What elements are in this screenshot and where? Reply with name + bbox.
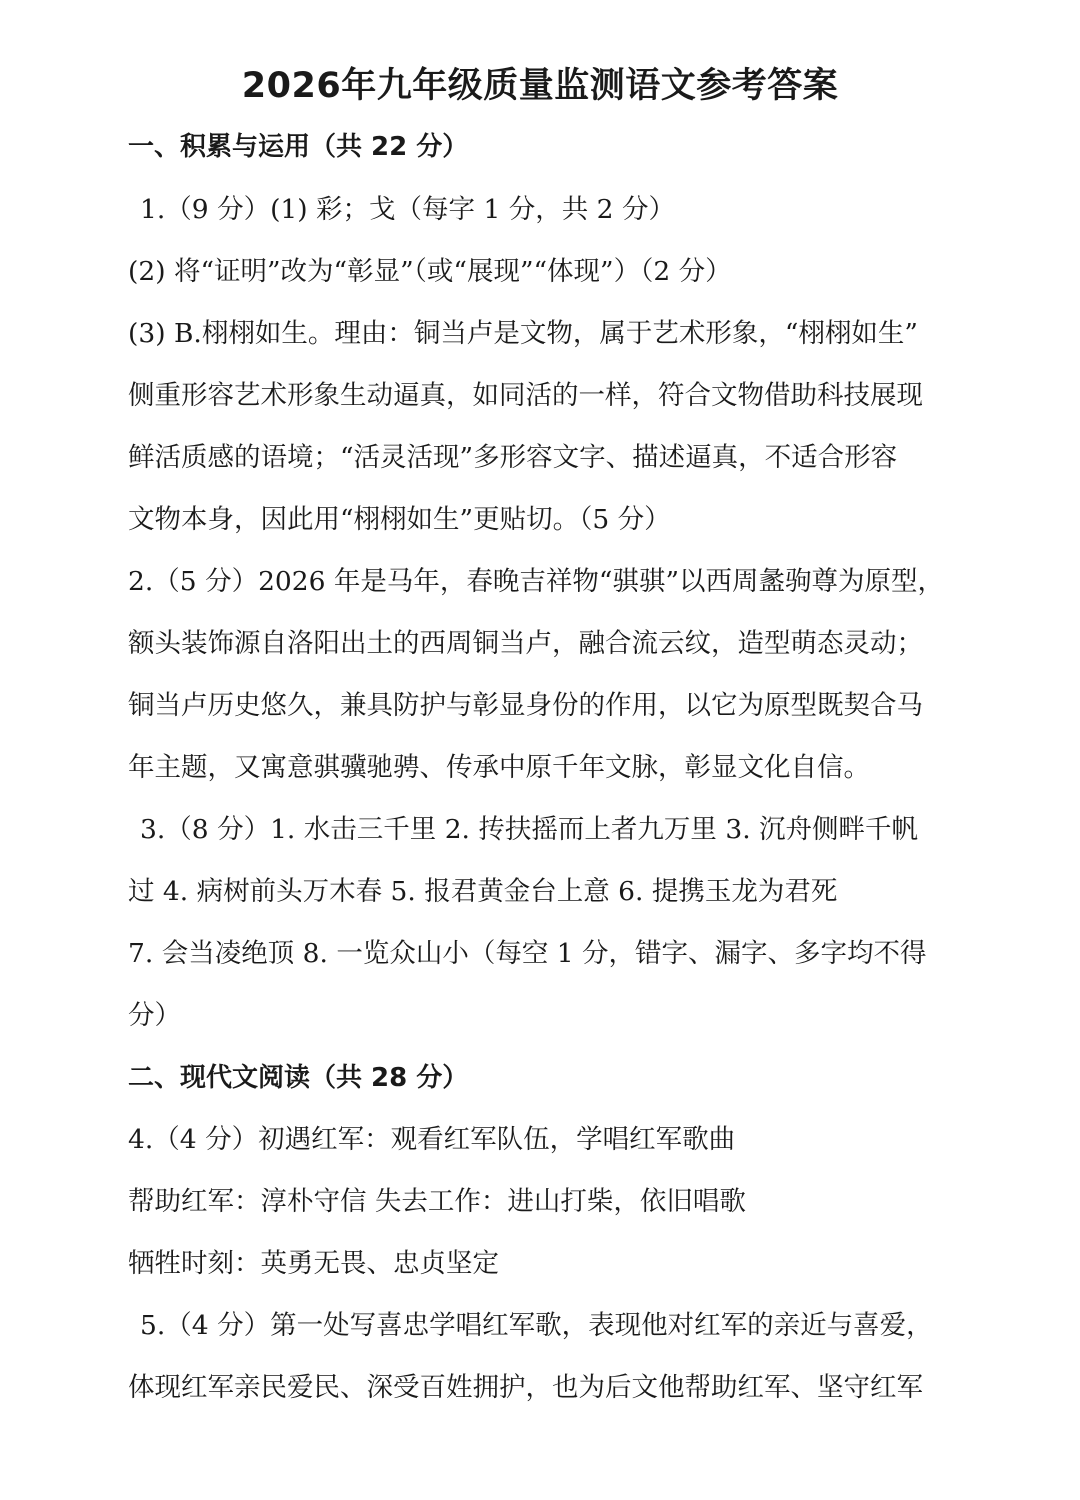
section-heading-modern-reading: 二、现代文阅读（共 28 分）	[128, 1063, 469, 1093]
answer-line: 5.（4 分）第一处写喜忠学唱红军歌，表现他对红军的亲近与喜爱，	[140, 1310, 933, 1341]
answer-line: 7. 会当凌绝顶 8. 一览众山小（每空 1 分，错字、漏字、多字均不得	[128, 938, 927, 969]
answer-line: 3.（8 分）1. 水击三千里 2. 抟扶摇而上者九万里 3. 沉舟侧畔千帆	[140, 814, 919, 845]
section-heading-accumulation: 一、积累与运用（共 22 分）	[128, 132, 469, 162]
document-title: 2026年九年级质量监测语文参考答案	[241, 66, 839, 106]
answer-line: 额头装饰源自洛阳出土的西周铜当卢，融合流云纹，造型萌态灵动；	[128, 628, 923, 659]
answer-line: (3) B.栩栩如生。理由：铜当卢是文物，属于艺术形象，“栩栩如生”	[128, 318, 918, 349]
answer-line: 文物本身，因此用“栩栩如生”更贴切。（5 分）	[128, 504, 671, 535]
answer-line: 1.（9 分）(1) 彩；戈（每字 1 分，共 2 分）	[140, 194, 675, 225]
answer-line: 帮助红军：淳朴守信 失去工作：进山打柴，依旧唱歌	[128, 1186, 746, 1217]
answer-line: 2.（5 分）2026 年是马年，春晚吉祥物“骐骐”以西周盠驹尊为原型，	[128, 566, 945, 597]
answer-line: 分）	[128, 1000, 181, 1031]
answer-line: 过 4. 病树前头万木春 5. 报君黄金台上意 6. 提携玉龙为君死	[128, 876, 838, 907]
answer-line: 4.（4 分）初遇红军：观看红军队伍，学唱红军歌曲	[128, 1124, 736, 1155]
answer-line: 年主题，又寓意骐骥驰骋、传承中原千年文脉，彰显文化自信。	[128, 752, 870, 783]
answer-line: 铜当卢历史悠久，兼具防护与彰显身份的作用，以它为原型既契合马	[128, 690, 923, 721]
answer-line: 牺牲时刻：英勇无畏、忠贞坚定	[128, 1248, 499, 1279]
answer-line: 体现红军亲民爱民、深受百姓拥护，也为后文他帮助红军、坚守红军	[128, 1372, 923, 1403]
answer-line: 鲜活质感的语境；“活灵活现”多形容文字、描述逼真，不适合形容	[128, 442, 898, 473]
answer-line: 侧重形容艺术形象生动逼真，如同活的一样，符合文物借助科技展现	[128, 380, 923, 411]
answer-line: (2) 将“证明”改为“彰显”（或“展现”“体现”）（2 分）	[128, 256, 732, 287]
